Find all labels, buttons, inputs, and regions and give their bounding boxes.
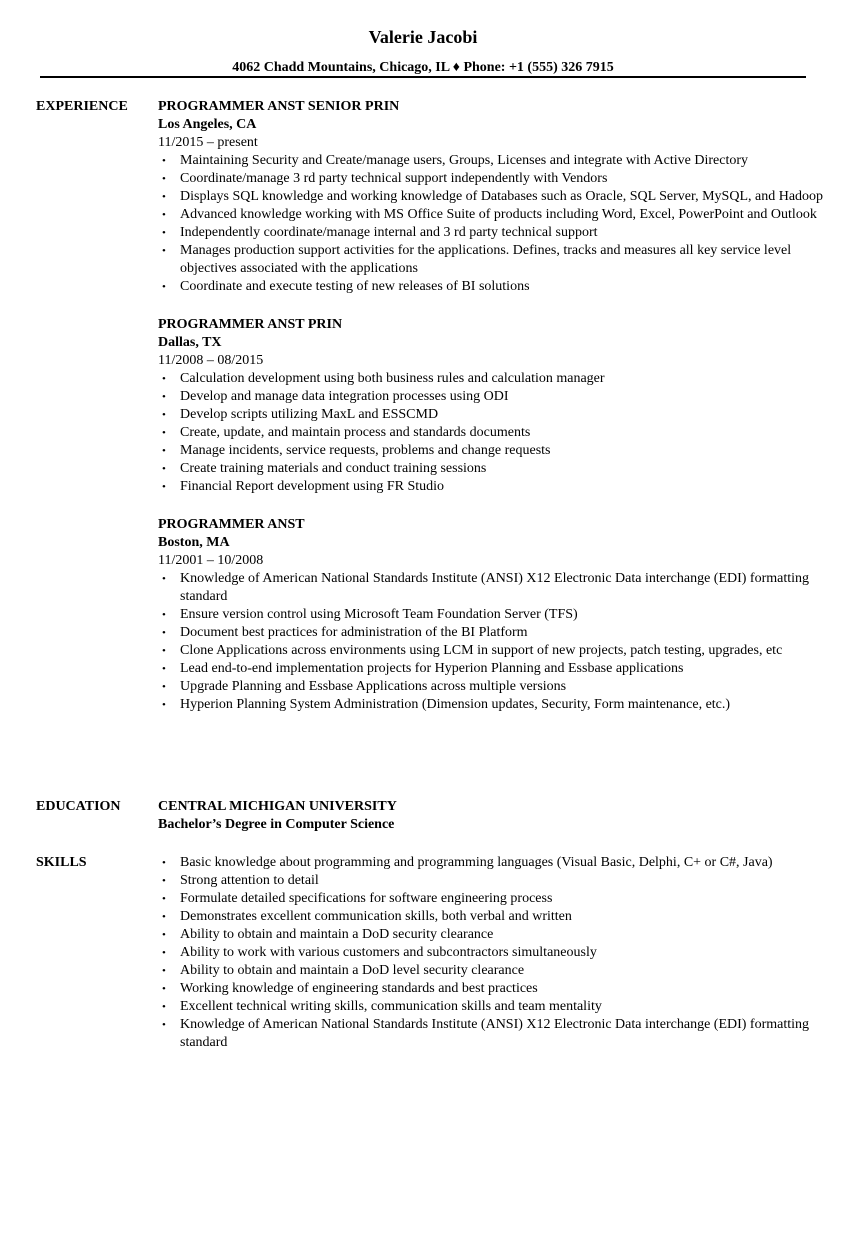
- skill-text: Excellent technical writing skills, communication skills and team mentality: [180, 999, 602, 1014]
- list-item: [158, 696, 826, 714]
- list-item: [158, 478, 826, 496]
- list-item: [158, 642, 826, 660]
- list-item: [158, 944, 826, 962]
- education-heading: EDUCATION: [36, 799, 121, 814]
- list-item: [158, 678, 826, 696]
- job-title: PROGRAMMER ANST: [158, 517, 305, 532]
- list-item: [158, 872, 826, 890]
- bullet-text: Develop scripts utilizing MaxL and ESSCMD: [180, 407, 439, 422]
- bullet-icon: •: [162, 191, 166, 203]
- list-item: [158, 242, 826, 278]
- skill-text: Formulate detailed specifications for software engineering process: [180, 891, 553, 906]
- job-entry: [158, 516, 826, 714]
- skill-text: Ability to obtain and maintain a DoD level security clearance: [180, 963, 525, 978]
- skill-text: Strong attention to detail: [180, 873, 319, 888]
- bullet-icon: •: [162, 663, 166, 675]
- skills-body: [158, 854, 826, 1052]
- job-location: Dallas, TX: [158, 335, 222, 350]
- bullet-icon: •: [162, 627, 166, 639]
- list-item: [158, 606, 826, 624]
- header-divider: [40, 76, 806, 78]
- list-item: [158, 570, 826, 606]
- skill-text: Ability to obtain and maintain a DoD security clearance: [180, 927, 494, 942]
- bullet-icon: •: [162, 463, 166, 475]
- bullet-icon: •: [162, 911, 166, 923]
- bullet-text: Coordinate/manage 3 rd party technical support independently with Vendors: [180, 171, 608, 186]
- experience-heading: EXPERIENCE: [36, 99, 128, 114]
- bullet-icon: •: [162, 173, 166, 185]
- bullet-icon: •: [162, 857, 166, 869]
- bullet-text: Knowledge of American National Standards Institute (ANSI) X12 Electronic Data interchange (EDI) formatting standard: [180, 571, 810, 604]
- job-dates: 11/2008 – 08/2015: [158, 353, 264, 368]
- skill-text: Knowledge of American National Standards Institute (ANSI) X12 Electronic Data interchange (EDI) formatting standard: [180, 1017, 810, 1050]
- bullet-text: Manages production support activities for the applications. Defines, tracks and measures all key service level objectives associated with the applications: [180, 243, 792, 276]
- list-item: [158, 854, 826, 872]
- bullet-icon: •: [162, 681, 166, 693]
- bullet-text: Maintaining Security and Create/manage users, Groups, Licenses and integrate with Active Directory: [180, 153, 748, 168]
- list-item: [158, 206, 826, 224]
- list-item: [158, 908, 826, 926]
- bullet-text: Displays SQL knowledge and working knowledge of Databases such as Oracle, SQL Server, MySQL, and Hadoop: [180, 189, 824, 204]
- bullet-text: Develop and manage data integration processes using ODI: [180, 389, 509, 404]
- job-bullet-list: [158, 570, 826, 714]
- bullet-icon: •: [162, 445, 166, 457]
- list-item: [158, 370, 826, 388]
- job-entry: [158, 98, 826, 296]
- bullet-icon: •: [162, 699, 166, 711]
- job-dates: 11/2015 – present: [158, 135, 258, 150]
- bullet-icon: •: [162, 281, 166, 293]
- list-item: [158, 442, 826, 460]
- bullet-icon: •: [162, 573, 166, 585]
- list-item: [158, 660, 826, 678]
- bullet-text: Calculation development using both business rules and calculation manager: [180, 371, 605, 386]
- job-bullet-list: [158, 152, 826, 296]
- bullet-icon: •: [162, 1001, 166, 1013]
- candidate-name: Valerie Jacobi: [368, 27, 478, 47]
- bullet-text: Advanced knowledge working with MS Office Suite of products including Word, Excel, PowerPoint and Outlook: [180, 207, 817, 222]
- list-item: [158, 624, 826, 642]
- bullet-icon: •: [162, 373, 166, 385]
- list-item: [158, 998, 826, 1016]
- bullet-icon: •: [162, 893, 166, 905]
- school-name: CENTRAL MICHIGAN UNIVERSITY: [158, 799, 397, 814]
- skill-text: Demonstrates excellent communication skills, both verbal and written: [180, 909, 572, 924]
- list-item: [158, 278, 826, 296]
- bullet-icon: •: [162, 929, 166, 941]
- bullet-text: Create, update, and maintain process and standards documents: [180, 425, 531, 440]
- bullet-icon: •: [162, 209, 166, 221]
- bullet-icon: •: [162, 409, 166, 421]
- experience-body: [158, 98, 826, 734]
- bullet-icon: •: [162, 245, 166, 257]
- list-item: [158, 424, 826, 442]
- bullet-icon: •: [162, 391, 166, 403]
- job-title: PROGRAMMER ANST PRIN: [158, 317, 343, 332]
- bullet-text: Lead end-to-end implementation projects for Hyperion Planning and Essbase applications: [180, 661, 684, 676]
- bullet-icon: •: [162, 481, 166, 493]
- job-bullet-list: [158, 370, 826, 496]
- bullet-text: Hyperion Planning System Administration (Dimension updates, Security, Form maintenance, etc.): [180, 697, 731, 712]
- list-item: [158, 224, 826, 242]
- bullet-text: Document best practices for administration of the BI Platform: [180, 625, 528, 640]
- degree: Bachelor’s Degree in Computer Science: [158, 817, 395, 832]
- skill-text: Basic knowledge about programming and programming languages (Visual Basic, Delphi, C+ or C#, Java): [180, 855, 773, 870]
- bullet-text: Coordinate and execute testing of new releases of BI solutions: [180, 279, 530, 294]
- bullet-text: Upgrade Planning and Essbase Applications across multiple versions: [180, 679, 567, 694]
- list-item: [158, 406, 826, 424]
- bullet-icon: •: [162, 965, 166, 977]
- list-item: [158, 188, 826, 206]
- skills-list: [158, 854, 826, 1052]
- bullet-icon: •: [162, 155, 166, 167]
- bullet-icon: •: [162, 427, 166, 439]
- job-entry: [158, 316, 826, 496]
- list-item: [158, 460, 826, 478]
- job-dates: 11/2001 – 10/2008: [158, 553, 264, 568]
- list-item: [158, 890, 826, 908]
- bullet-text: Manage incidents, service requests, problems and change requests: [180, 443, 551, 458]
- bullet-icon: •: [162, 645, 166, 657]
- job-location: Los Angeles, CA: [158, 117, 257, 132]
- list-item: [158, 1016, 826, 1052]
- bullet-icon: •: [162, 227, 166, 239]
- list-item: [158, 388, 826, 406]
- bullet-text: Independently coordinate/manage internal and 3 rd party technical support: [180, 225, 598, 240]
- bullet-text: Create training materials and conduct training sessions: [180, 461, 487, 476]
- bullet-icon: •: [162, 947, 166, 959]
- bullet-text: Clone Applications across environments using LCM in support of new projects, patch testing, upgrades, etc: [180, 643, 783, 658]
- bullet-icon: •: [162, 1019, 166, 1031]
- list-item: [158, 170, 826, 188]
- education-body: [158, 798, 826, 834]
- bullet-icon: •: [162, 609, 166, 621]
- contact-line: 4062 Chadd Mountains, Chicago, IL ♦ Phone: +1 (555) 326 7915: [232, 60, 614, 75]
- bullet-icon: •: [162, 875, 166, 887]
- bullet-text: Ensure version control using Microsoft Team Foundation Server (TFS): [180, 607, 578, 622]
- list-item: [158, 152, 826, 170]
- bullet-text: Financial Report development using FR Studio: [180, 479, 445, 494]
- skill-text: Working knowledge of engineering standards and best practices: [180, 981, 538, 996]
- bullet-icon: •: [162, 983, 166, 995]
- list-item: [158, 962, 826, 980]
- skill-text: Ability to work with various customers and subcontractors simultaneously: [180, 945, 597, 960]
- skills-heading: SKILLS: [36, 855, 87, 870]
- job-title: PROGRAMMER ANST SENIOR PRIN: [158, 99, 400, 114]
- list-item: [158, 926, 826, 944]
- list-item: [158, 980, 826, 998]
- job-location: Boston, MA: [158, 535, 230, 550]
